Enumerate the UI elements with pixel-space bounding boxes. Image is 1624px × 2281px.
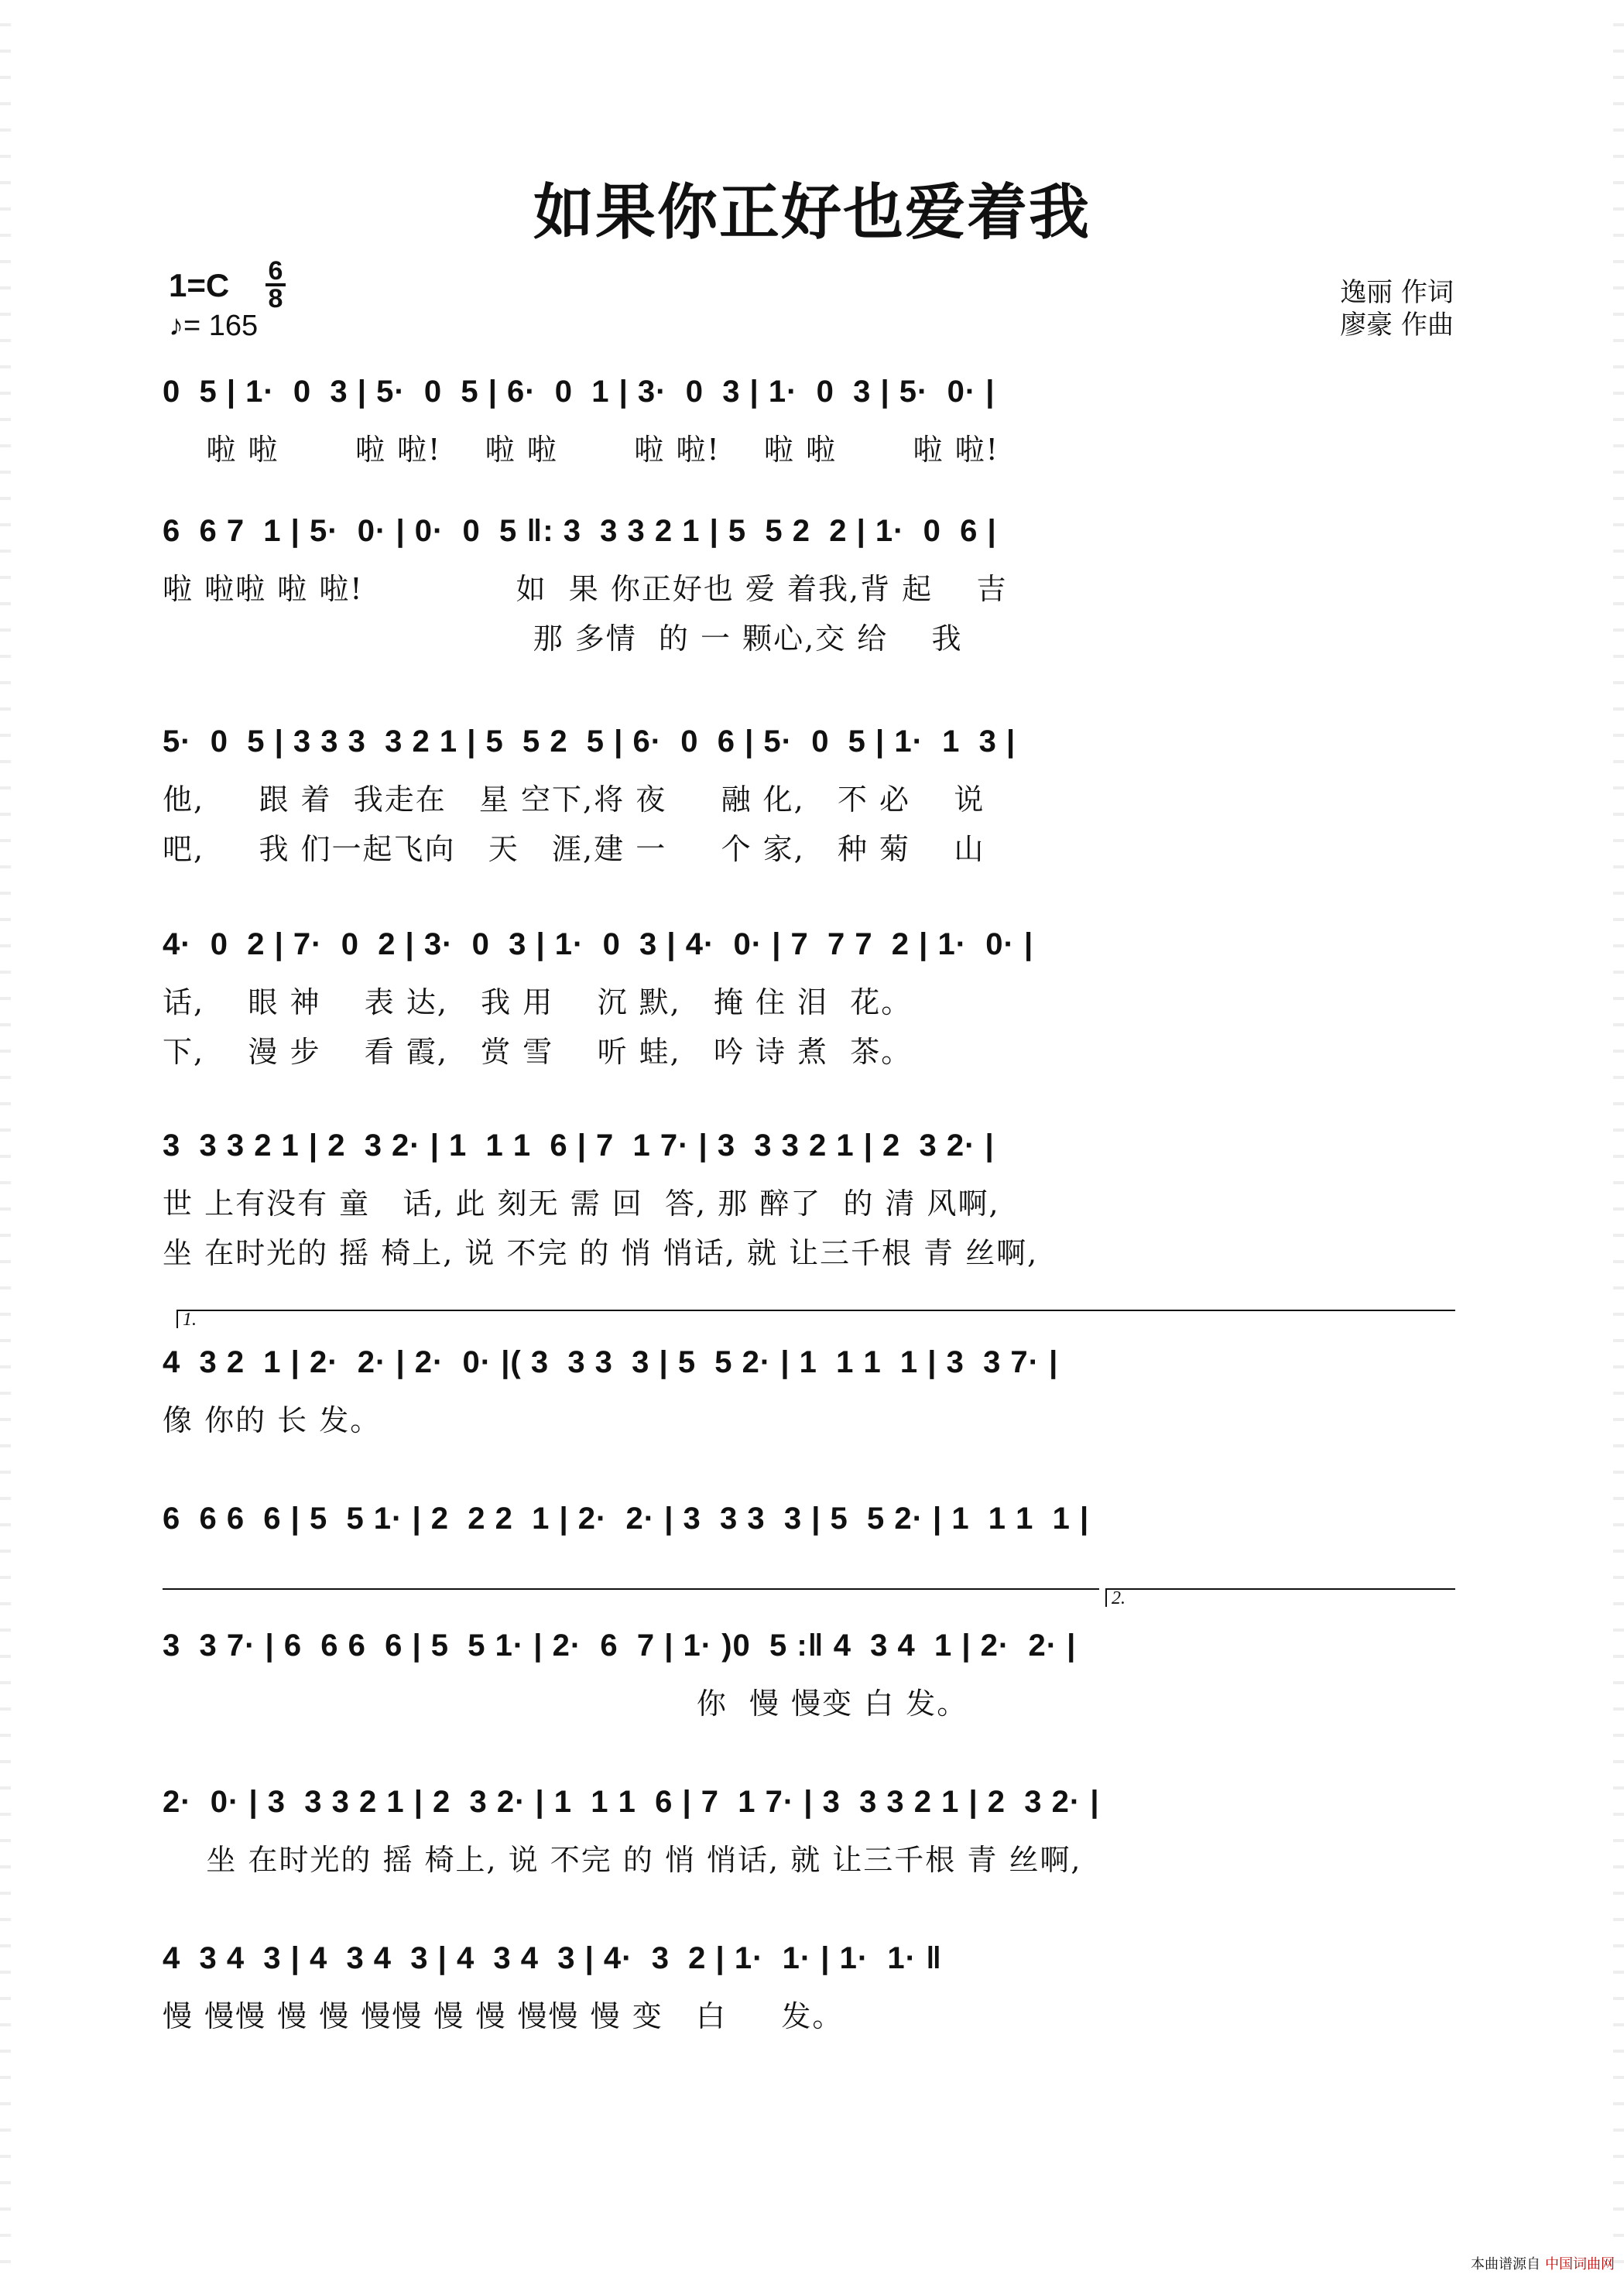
lyrics-verse-1: 他, 跟 着 我走在 星 空下,将 夜 融 化, 不 必 说 [163,783,985,817]
tempo-mark: ♪= 165 [169,310,259,342]
lyrics-verse-1: 你 慢 慢变 白 发。 [163,1687,968,1721]
song-title: 如果你正好也爱着我 [533,177,1091,248]
lyrics-verse-1: 啦 啦啦 啦 啦! 如 果 你正好也 爱 着我,背 起 吉 [163,572,1008,606]
lyrics-verse-2: 吧, 我 们一起飞向 天 涯,建 一 个 家, 种 菊 山 [163,832,985,866]
lyrics-verse-2: 下, 漫 步 看 霞, 赏 雪 听 蛙, 吟 诗 煮 茶。 [163,1035,913,1069]
notes: 4 3 4 3 | 4 3 4 3 | 4 3 4 3 | 4· 3 2 | 1· 1· | 1· 1· ‖ [163,1941,942,1975]
lyrics-verse-1: 话, 眼 神 表 达, 我 用 沉 默, 掩 住 泪 花。 [163,985,913,1019]
time-bottom: 8 [268,284,283,313]
repeat-bracket-line [163,1588,1099,1590]
notes: 4· 0 2 | 7· 0 2 | 3· 0 3 | 1· 0 3 | 4· 0· | 7 7 7 2 | 1· 0· | [163,927,1034,961]
lyrics-verse-2: 那 多情 的 一 颗心,交 给 我 [163,622,963,656]
first-ending-label: 1. [183,1310,197,1330]
notes: 6 6 6 6 | 5 5 1· | 2 2 2 1 | 2· 2· | 3 3 3 3 | 5 5 2· | 1 1 1 1 | [163,1502,1090,1536]
second-ending-label: 2. [1112,1588,1125,1608]
left-edge-strip [0,0,11,2281]
time-signature [266,256,286,313]
lyrics-verse-1: 世 上有没有 童 话, 此 刻无 需 回 答, 那 醉了 的 清 风啊, [163,1187,1000,1221]
lyrics-verse-1: 像 你的 长 发。 [163,1403,382,1437]
notes: 6 6 7 1 | 5· 0· | 0· 0 5 ‖: 3 3 3 2 1 | 5 5 2 2 | 1· 0 6 | [163,514,997,548]
notes: 2· 0· | 3 3 3 2 1 | 2 3 2· | 1 1 1 6 | 7 1 7· | 3 3 3 2 1 | 2 3 2· | [163,1785,1100,1819]
notes: 3 3 7· | 6 6 6 6 | 5 5 1· | 2· 6 7 | 1· )0 5 :‖ 4 3 4 1 | 2· 2· | [163,1629,1077,1663]
time-top: 6 [268,256,283,286]
footer-source [1471,2253,1615,2273]
footer-site-link[interactable]: 中国词曲网 [1545,2256,1615,2272]
notes: 4 3 2 1 | 2· 2· | 2· 0· |( 3 3 3 3 | 5 5 2· | 1 1 1 1 | 3 3 7· | [163,1345,1059,1379]
key-signature: 1=C [169,267,230,303]
right-edge-strip [1613,0,1624,2281]
lyrics-verse-1: 坐 在时光的 摇 椅上, 说 不完 的 悄 悄话, 就 让三千根 青 丝啊, [163,1843,1082,1877]
lyrics-verse-1: 慢 慢慢 慢 慢 慢慢 慢 慢 慢慢 慢 变 白 发。 [163,1999,844,2033]
notes: 0 5 | 1· 0 3 | 5· 0 5 | 6· 0 1 | 3· 0 3 | 1· 0 3 | 5· 0· | [163,375,995,409]
notes: 5· 0 5 | 3 3 3 3 2 1 | 5 5 2 5 | 6· 0 6 | 5· 0 5 | 1· 1 3 | [163,724,1016,759]
notes: 3 3 3 2 1 | 2 3 2· | 1 1 1 6 | 7 1 7· | 3 3 3 2 1 | 2 3 2· | [163,1129,995,1163]
lyrics-verse-1: 啦 啦 啦 啦! 啦 啦 啦 啦! 啦 啦 啦 啦! [163,433,999,467]
footer-source-text: 本曲谱源自 [1471,2256,1540,2272]
composer-credit: 廖豪 作曲 [1340,310,1454,341]
lyricist-credit: 逸丽 作词 [1340,277,1454,308]
lyrics-verse-2: 坐 在时光的 摇 椅上, 说 不完 的 悄 悄话, 就 让三千根 青 丝啊, [163,1236,1039,1270]
first-ending-bracket [176,1310,1455,1328]
second-ending-bracket [1105,1588,1455,1607]
